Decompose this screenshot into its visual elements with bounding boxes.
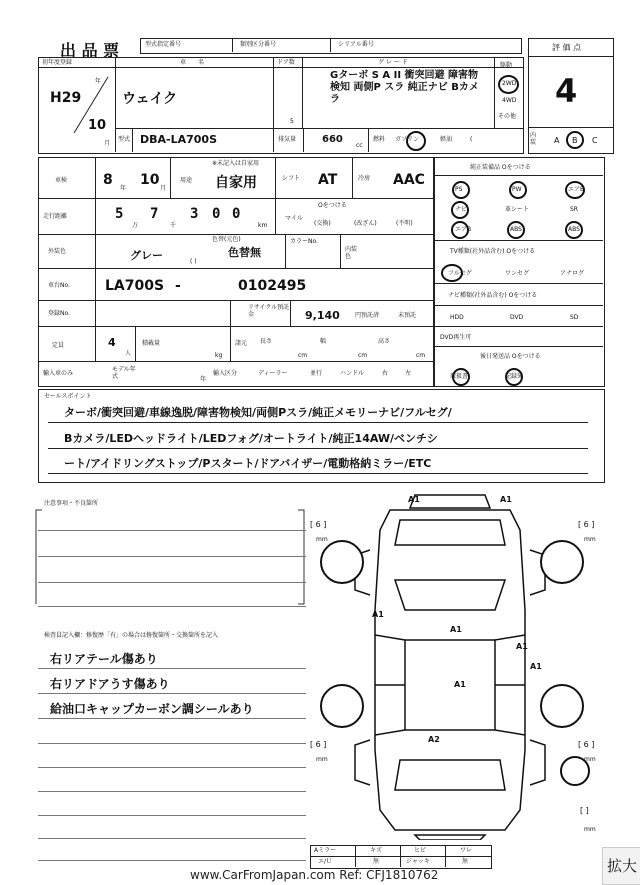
mileage-label: 走行距離	[43, 213, 68, 220]
displacement-unit: cc	[356, 142, 363, 149]
score-value: 4	[555, 72, 578, 110]
equip-navi-circle	[451, 201, 469, 219]
damage-rear-bumper: A2	[428, 735, 440, 744]
fuel-diesel-label: 軽油	[440, 136, 453, 143]
dims-label: 諸元	[235, 340, 248, 347]
inspection-month: 10	[140, 172, 160, 188]
import-model-year: モデル年式	[112, 366, 136, 380]
serial-no-label: シリアル番号	[338, 41, 374, 48]
recycle-deposited: 円預託済	[355, 312, 380, 319]
sales-line-3: ート/アイドリングストップ/Pスタート/ドアバイザー/電動格納ミラー/ETC	[64, 457, 432, 470]
inspector-note-2: 右リアドアうす傷あり	[50, 677, 170, 691]
import-parallel: 並行	[310, 370, 323, 377]
mileage-km: km	[258, 222, 268, 229]
grade-label: グ レ ー ド	[378, 59, 408, 66]
inspector-header: 検査員記入欄：修復歴「有」の場合は修復箇所・交換箇所を記入	[44, 632, 219, 639]
displacement-label: 排気量	[278, 136, 297, 143]
drive-label: 駆動	[500, 62, 513, 69]
tread-front-left-value: 6	[315, 520, 321, 529]
equip-pw: PW	[512, 186, 522, 193]
legend-col-mirror: Aミラー	[314, 847, 337, 854]
after-title: 後日発送品 Oをつける	[480, 353, 541, 360]
tread-rear-left-value: 6	[315, 740, 321, 749]
inspector-note-1: 右リアテール傷あり	[50, 652, 158, 666]
form-no-label: 型式指定番号	[145, 41, 182, 48]
equip-ps: PS	[455, 186, 463, 193]
chassis-number: 0102495	[238, 278, 307, 294]
recycle-not-deposited: 未預託	[398, 312, 417, 319]
reg-year: H29	[50, 90, 82, 106]
displacement-value: 660	[322, 134, 343, 145]
equip-abs-a-circle	[507, 221, 525, 239]
equip-airbag-2-circle	[451, 221, 472, 239]
tv-fullseg-circle	[441, 264, 463, 282]
mileage-digit-2: 7	[150, 206, 159, 222]
damage-front-right: A1	[500, 495, 512, 504]
inspection-year-unit: 年	[120, 185, 127, 192]
fuel-gasoline-circle	[406, 131, 426, 151]
nav-dvd: DVD	[510, 314, 524, 321]
dims-height: 高さ	[378, 338, 391, 345]
dims-width-unit: cm	[358, 352, 368, 359]
tread-front-left-unit: mm	[316, 536, 328, 543]
chassis-model: LA700S	[105, 278, 165, 294]
inspection-label: 車検	[55, 177, 68, 184]
import-label: 輸入車のみ	[43, 370, 74, 377]
equip-ps-circle	[452, 181, 470, 199]
dvd-playback-label: DVD再生可	[440, 334, 472, 341]
meter-tampered: (改ざん)	[354, 220, 377, 227]
tread-front-left: [ 6 ]	[310, 520, 327, 529]
wheel-front-right	[540, 540, 584, 584]
tread-front-right: [ 6 ]	[578, 520, 595, 529]
recycle-value: 9,140	[305, 309, 340, 322]
legend-val-crack: ジャッキ	[406, 858, 430, 865]
damage-right-rear-door-a: A1	[516, 642, 528, 651]
drive-other: その他	[498, 113, 517, 120]
dims-width: 幅	[320, 338, 327, 345]
exterior-label: 外装色	[48, 248, 67, 255]
handle-left: 左	[405, 370, 412, 377]
interior-label: 内装	[530, 132, 537, 146]
grade-value: Gターボ S A II 衝突回避 障害物検知 両側P スラ 純正ナビ Bカメラ	[330, 70, 479, 105]
equip-leather: 革シート	[505, 206, 530, 213]
legend-val-scratch: 無	[373, 858, 380, 865]
legend-val-mirror: エ/Ｕ	[318, 858, 333, 865]
doors-label: ドア数	[277, 59, 295, 66]
mileage-digit-3: 3	[190, 206, 199, 222]
drive-2wd: 2WD	[502, 80, 517, 87]
import-dealer: ディーラー	[258, 370, 288, 377]
tread-rear-right-value: 6	[583, 740, 589, 749]
tread-rear-right: [ 6 ]	[578, 740, 595, 749]
usage-value: 自家用	[215, 175, 257, 191]
interior-a: A	[554, 136, 560, 145]
mileage-digit-5: 0	[232, 206, 241, 222]
mileage-digit-4: 0	[212, 206, 221, 222]
car-name-label: 車 名	[180, 59, 205, 66]
mileage-circle-note: Oをつける	[318, 202, 347, 209]
after-record-circle	[505, 368, 523, 386]
interior-c: C	[592, 136, 598, 145]
fuel-value: ガソリン	[395, 136, 420, 143]
score-label: 評 価 点	[552, 43, 582, 52]
load-label: 積載量	[142, 340, 161, 347]
usage-label: 用途	[180, 177, 193, 184]
damage-roof: A1	[450, 625, 462, 634]
usage-note: ※未記入は自家用	[212, 160, 260, 167]
color-change-paren: ( )	[190, 258, 197, 265]
watermark: www.CarFromJapan.com Ref: CFJ1810762	[190, 868, 439, 882]
after-manual-circle	[452, 368, 470, 386]
exterior-value: グレー	[130, 249, 163, 262]
registration-label: 登録No.	[48, 310, 70, 317]
inspector-note-3: 給油口キャップカーボン調シールあり	[50, 702, 254, 716]
meter-exchanged: (交換)	[314, 220, 331, 227]
sales-line-2: Bカメラ/LEDヘッドライト/LEDフォグ/オートライト/純正14AW/ベンチシ	[64, 432, 438, 445]
tread-front-right-unit: mm	[584, 536, 596, 543]
chassis-label: 車台No.	[48, 282, 70, 289]
equip-navi: ナビ	[455, 206, 468, 213]
header-id-row	[140, 38, 522, 54]
dims-length: 長さ	[260, 338, 273, 345]
fuel-label: 燃料	[373, 136, 386, 143]
legend-val-break: 無	[462, 858, 469, 865]
legend-col-crack: ヒビ	[414, 847, 427, 854]
sales-line-1: ターボ/衝突回避/車線逸脱/障害物検知/両側Pスラ/純正メモリーナビ/フルセグ/	[64, 406, 452, 419]
import-year-unit: 年	[200, 376, 207, 383]
reg-year-unit: 年	[95, 78, 102, 85]
legend-col-break: ワレ	[460, 847, 473, 854]
inspection-month-unit: 月	[160, 185, 167, 192]
tv-analog: アナログ	[560, 270, 585, 277]
wheel-rear-left	[320, 684, 364, 728]
drive-4wd: 4WD	[502, 97, 517, 104]
wheel-front-left	[320, 540, 364, 584]
color-change-value: 色替無	[228, 246, 261, 259]
mileage-mile-label: マイル	[285, 215, 303, 222]
interior-b: B	[572, 136, 578, 145]
tread-spare: [ ]	[580, 806, 589, 815]
mileage-sen: 千	[170, 222, 177, 229]
color-no-label: カラーNo.	[290, 238, 318, 245]
model-label: 型式	[118, 136, 131, 143]
equip-airbag-2: エアB	[455, 226, 472, 233]
sales-label: セールスポイント	[44, 393, 92, 400]
recycle-label: リサイクル預託金	[248, 304, 290, 318]
doors-value: 5	[290, 118, 294, 125]
damage-rear-roof: A1	[454, 680, 466, 689]
legend-col-scratch: キズ	[370, 847, 382, 854]
capacity-unit: 人	[125, 350, 132, 357]
drive-2wd-circle	[498, 75, 519, 94]
dims-length-unit: cm	[298, 352, 308, 359]
after-manual: 取扱書	[450, 373, 469, 380]
car-name-value: ウェイク	[122, 91, 178, 107]
shift-value: AT	[318, 172, 338, 188]
tv-oneseg: ワンセグ	[505, 270, 530, 277]
tread-rear-left: [ 6 ]	[310, 740, 327, 749]
ac-label: 冷房	[358, 175, 371, 182]
mileage-man: 万	[132, 222, 139, 229]
fuel-other: (	[470, 136, 473, 143]
nav-hdd: HDD	[450, 314, 464, 321]
model-value: DBA-LA700S	[140, 133, 217, 146]
chassis-dash: -	[175, 278, 181, 294]
wheel-rear-right	[540, 684, 584, 728]
load-unit: kg	[215, 352, 223, 359]
equipment-title: 純正装備品 Oをつける	[470, 164, 531, 171]
first-reg-label: 初年度登録	[42, 59, 73, 66]
inspection-year: 8	[103, 172, 113, 188]
page-title: 出 品 票	[60, 41, 120, 60]
handle-label: ハンドル	[340, 370, 365, 377]
import-type-label: 輸入区分	[213, 370, 238, 377]
damage-front-left: A1	[408, 495, 420, 504]
damage-right-rear-door-b: A1	[530, 662, 542, 671]
after-record: 記録簿	[505, 373, 524, 380]
class-no-label: 類別区分番号	[240, 41, 277, 48]
equip-airbag: エアB	[568, 186, 585, 193]
equip-sr: SR	[570, 206, 578, 213]
tread-rear-right-unit: mm	[584, 756, 596, 763]
meter-unknown: (不明)	[396, 220, 413, 227]
equip-abs-a: ABS	[510, 226, 522, 233]
capacity-label: 定員	[52, 342, 65, 349]
interior-color-label: 内装色	[345, 246, 358, 260]
nav-title: ナビ種類(社外品含む) Oをつける	[448, 292, 538, 299]
capacity-value: 4	[108, 336, 116, 349]
notes-bracket	[34, 508, 306, 608]
dims-height-unit: cm	[416, 352, 426, 359]
tread-front-right-value: 6	[583, 520, 589, 529]
interior-b-circle	[566, 131, 584, 149]
mileage-digit-1: 5	[115, 206, 124, 222]
reg-month-unit: 月	[104, 140, 111, 147]
damage-left-front-door: A1	[372, 610, 384, 619]
equip-abs: ABS	[568, 226, 580, 233]
tread-spare-unit: mm	[584, 826, 596, 833]
color-change-label: 色替(元色)	[212, 236, 241, 243]
reg-month: 10	[88, 118, 107, 133]
handle-right: 右	[382, 370, 389, 377]
shift-label: シフト	[282, 175, 301, 182]
ac-value: AAC	[393, 172, 425, 188]
equip-abs-circle	[565, 221, 583, 239]
equip-pw-circle	[509, 181, 527, 199]
zoom-button[interactable]: 拡大	[602, 847, 640, 885]
tv-fullseg: フルセグ	[448, 270, 472, 277]
nav-sd: SD	[570, 314, 579, 321]
notes-header: 注意事項・不良箇所	[44, 500, 99, 507]
equip-airbag-circle	[565, 181, 585, 199]
tread-rear-left-unit: mm	[316, 756, 328, 763]
tv-title: TV種類(社外品含む) Oをつける	[450, 248, 536, 255]
